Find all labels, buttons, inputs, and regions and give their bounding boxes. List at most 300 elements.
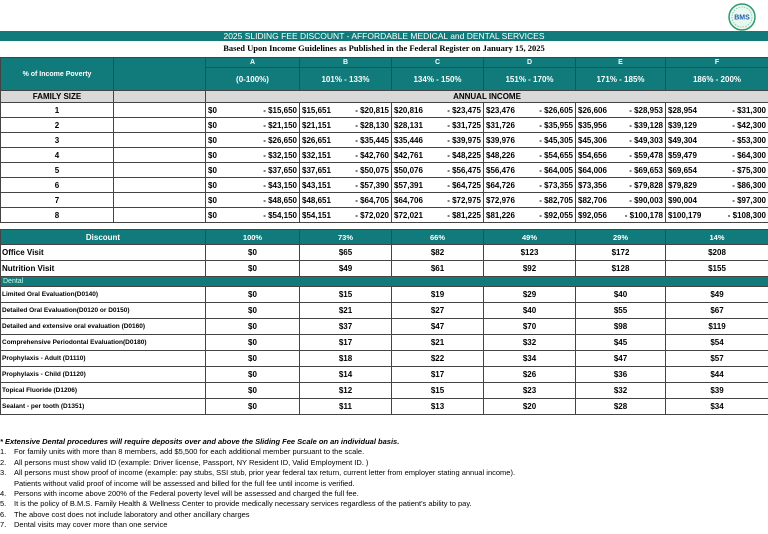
income-low: $100,179 [668,210,702,220]
service-price: $0 [206,319,300,335]
income-range [576,208,666,223]
discount-value: 73% [300,230,392,245]
income-range-pair [668,136,766,145]
income-high: - $50,075 [355,165,389,175]
service-price: $92 [484,261,576,277]
income-range-pair [578,151,663,160]
note-item [0,479,768,489]
income-high: - $15,650 [263,105,297,115]
income-range-pair [394,136,481,145]
header-letter-row [1,58,768,68]
family-size: 8 [1,208,114,223]
service-name: Prophylaxis - Adult (D1110) [1,351,206,367]
income-range-pair [208,121,297,130]
income-high: - $82,705 [539,195,573,205]
service-price: $15 [300,287,392,303]
income-high: - $42,760 [355,150,389,160]
income-range-pair [302,121,389,130]
income-high: - $26,605 [539,105,573,115]
income-range-pair [394,151,481,160]
income-range-pair [302,181,389,190]
note-text: Persons with income above 200% of the Federal poverty level will be assessed and charged the full fee. [14,489,359,499]
column-range: 186% - 200% [666,68,768,91]
income-range [576,178,666,193]
service-price: $128 [576,261,666,277]
service-price: $0 [206,261,300,277]
note-text: Patients without valid proof of income will be assessed and billed for the full fee until income is verified. [14,478,355,488]
income-low: $79,829 [668,180,697,190]
income-range [484,178,576,193]
service-price: $47 [392,319,484,335]
income-range-pair [208,211,297,220]
income-range [666,163,768,178]
income-high: - $39,975 [447,135,481,145]
income-range-pair [578,121,663,130]
income-low: $35,446 [394,135,423,145]
income-high: - $72,020 [355,210,389,220]
income-low: $64,726 [486,180,515,190]
note-text: All persons must show valid ID (example: Driver license, Passport, NY Resident ID, Valid Employment ID. ) [14,457,369,467]
income-range [392,208,484,223]
income-high: - $39,128 [629,120,663,130]
service-price: $57 [666,351,768,367]
income-low: $37,651 [302,165,331,175]
income-high: - $23,475 [447,105,481,115]
income-low: $0 [208,105,217,115]
service-price: $29 [484,287,576,303]
income-low: $69,654 [668,165,697,175]
service-price: $32 [484,335,576,351]
service-price: $49 [300,261,392,277]
discount-value: 14% [666,230,768,245]
note-item [0,447,768,457]
income-range [300,133,392,148]
service-name: Detailed Oral Evaluation(D0120 or D0150) [1,303,206,319]
income-range-pair [394,121,481,130]
service-price: $40 [576,287,666,303]
income-range [666,148,768,163]
income-range-pair [578,196,663,205]
note-text: The above cost does not include laboratory and other ancillary charges [14,509,250,519]
income-range-pair [486,151,573,160]
income-high: - $49,303 [629,135,663,145]
income-range [576,163,666,178]
income-high: - $72,975 [447,195,481,205]
income-low: $73,356 [578,180,607,190]
income-range-pair [394,196,481,205]
income-low: $64,706 [394,195,423,205]
dental-section-header [1,277,768,287]
income-range-pair [578,106,663,115]
income-low: $31,726 [486,120,515,130]
income-low: $0 [208,195,217,205]
income-range [392,148,484,163]
column-letter: E [576,58,666,68]
income-low: $72,976 [486,195,515,205]
service-price: $0 [206,383,300,399]
service-price: $17 [300,335,392,351]
income-range [206,208,300,223]
family-size: 5 [1,163,114,178]
service-price: $36 [576,367,666,383]
income-range [576,118,666,133]
service-price: $0 [206,399,300,415]
table-row [1,148,768,163]
income-range-pair [302,151,389,160]
table-row [1,118,768,133]
service-price: $40 [484,303,576,319]
income-high: - $100,178 [624,210,663,220]
column-letter: D [484,58,576,68]
income-high: - $64,725 [447,180,481,190]
income-range-pair [208,106,297,115]
income-high: - $54,150 [263,210,297,220]
income-range [392,133,484,148]
family-size: 1 [1,103,114,118]
income-high: - $81,225 [447,210,481,220]
service-price: $32 [576,383,666,399]
income-low: $0 [208,180,217,190]
service-price: $47 [576,351,666,367]
service-name: Nutrition Visit [1,261,206,277]
discount-value: 49% [484,230,576,245]
service-price: $49 [666,287,768,303]
service-price: $23 [484,383,576,399]
service-price: $70 [484,319,576,335]
service-price: $13 [392,399,484,415]
service-price: $82 [392,245,484,261]
note-text: All persons must show proof of income (example: pay stubs, SSI stub, prior year federal tax return, current letter from employer stating annual income). [14,468,516,478]
income-high: - $69,653 [629,165,663,175]
income-range [666,103,768,118]
income-range-pair [578,181,663,190]
income-high: - $54,655 [539,150,573,160]
blank-cell [114,91,206,103]
income-low: $28,954 [668,105,697,115]
discount-row [1,230,768,245]
income-low: $48,651 [302,195,331,205]
income-low: $26,606 [578,105,607,115]
family-size: 4 [1,148,114,163]
note-item [0,510,768,520]
income-range-pair [394,106,481,115]
service-price: $67 [666,303,768,319]
income-range [206,178,300,193]
service-price: $208 [666,245,768,261]
service-price: $0 [206,287,300,303]
column-letter: F [666,58,768,68]
discount-value: 66% [392,230,484,245]
income-range [484,193,576,208]
income-range-pair [578,211,663,220]
income-high: - $28,130 [355,120,389,130]
income-range-pair [302,106,389,115]
service-price: $20 [484,399,576,415]
service-row [1,383,768,399]
family-size: 6 [1,178,114,193]
income-low: $57,391 [394,180,423,190]
note-number [0,479,14,489]
note-item [0,489,768,499]
income-low: $48,226 [486,150,515,160]
income-range [576,133,666,148]
income-high: - $20,815 [355,105,389,115]
income-range-pair [394,211,481,220]
income-high: - $92,055 [539,210,573,220]
income-low: $21,151 [302,120,331,130]
service-price: $17 [392,367,484,383]
service-price: $15 [392,383,484,399]
income-low: $0 [208,135,217,145]
service-price: $123 [484,245,576,261]
discount-label: Discount [1,230,206,245]
income-low: $49,304 [668,135,697,145]
income-range-pair [486,181,573,190]
column-letter: B [300,58,392,68]
blank-cell [114,118,206,133]
income-low: $59,479 [668,150,697,160]
income-range-pair [486,196,573,205]
service-price: $44 [666,367,768,383]
income-range-pair [668,166,766,175]
income-low: $28,131 [394,120,423,130]
income-low: $0 [208,210,217,220]
income-range-pair [208,196,297,205]
service-name: Topical Fluoride (D1206) [1,383,206,399]
income-range [484,133,576,148]
income-low: $90,004 [668,195,697,205]
income-range [484,208,576,223]
income-high: - $90,003 [629,195,663,205]
document-title: 2025 SLIDING FEE DISCOUNT - AFFORDABLE MEDICAL and DENTAL SERVICES [0,31,768,41]
income-high: - $97,300 [732,195,766,205]
blank-cell [114,178,206,193]
service-name: Limited Oral Evaluation(D0140) [1,287,206,303]
note-number: 6. [0,509,7,519]
income-high: - $48,225 [447,150,481,160]
blank-cell [114,103,206,118]
income-low: $54,656 [578,150,607,160]
dental-deposit-note: * Extensive Dental procedures will require deposits over and above the Sliding Fee Scale on an individual basis. [0,437,400,446]
discount-value: 29% [576,230,666,245]
service-name: Sealant - per tooth (D1351) [1,399,206,415]
service-price: $119 [666,319,768,335]
service-name: Office Visit [1,245,206,261]
income-range [300,118,392,133]
service-price: $34 [484,351,576,367]
income-high: - $79,828 [629,180,663,190]
service-price: $18 [300,351,392,367]
column-range: 134% - 150% [392,68,484,91]
blank-cell [114,163,206,178]
column-range: (0-100%) [206,68,300,91]
income-high: - $53,300 [732,135,766,145]
income-range [666,133,768,148]
service-price: $22 [392,351,484,367]
note-number: 1. [0,447,7,457]
income-high: - $43,150 [263,180,297,190]
income-range [206,103,300,118]
service-price: $155 [666,261,768,277]
service-price: $34 [666,399,768,415]
income-range [576,103,666,118]
income-range [206,193,300,208]
service-row [1,261,768,277]
table-row [1,163,768,178]
income-high: - $56,475 [447,165,481,175]
bms-logo [725,2,759,32]
note-text: Dental visits may cover more than one service [14,520,168,530]
income-low: $0 [208,120,217,130]
sliding-fee-table [0,57,768,415]
income-low: $0 [208,150,217,160]
income-high: - $64,705 [355,195,389,205]
income-range [300,178,392,193]
income-range [666,208,768,223]
income-range [392,178,484,193]
note-number: 5. [0,499,7,509]
income-range [484,118,576,133]
income-high: - $32,150 [263,150,297,160]
service-price: $61 [392,261,484,277]
income-range-pair [208,166,297,175]
column-letter: C [392,58,484,68]
table-row [1,208,768,223]
service-price: $12 [300,383,392,399]
income-high: - $57,390 [355,180,389,190]
income-range [392,118,484,133]
income-low: $81,226 [486,210,515,220]
poverty-label: % of Income Poverty [1,58,114,91]
income-high: - $26,650 [263,135,297,145]
income-low: $20,816 [394,105,423,115]
service-price: $21 [392,335,484,351]
note-item [0,499,768,509]
income-low: $35,956 [578,120,607,130]
service-price: $0 [206,303,300,319]
income-range [666,193,768,208]
income-range-pair [394,181,481,190]
note-item [0,458,768,468]
income-high: - $48,650 [263,195,297,205]
discount-value: 100% [206,230,300,245]
service-price: $0 [206,351,300,367]
blank-cell [114,193,206,208]
income-range [300,208,392,223]
income-low: $64,006 [578,165,607,175]
income-range-pair [302,196,389,205]
service-row [1,351,768,367]
note-number: 2. [0,457,7,467]
dental-section-label: Dental [1,277,768,287]
service-name: Detailed and extensive oral evaluation (D0160) [1,319,206,335]
service-price: $0 [206,335,300,351]
service-price: $37 [300,319,392,335]
income-low: $92,056 [578,210,607,220]
income-high: - $64,005 [539,165,573,175]
income-high: - $64,300 [732,150,766,160]
note-number: 4. [0,489,7,499]
income-range [300,103,392,118]
income-range [300,148,392,163]
income-range-pair [578,136,663,145]
table-row [1,193,768,208]
service-price: $45 [576,335,666,351]
service-row [1,287,768,303]
family-size: 7 [1,193,114,208]
income-range-pair [208,136,297,145]
income-range [392,193,484,208]
family-size: 2 [1,118,114,133]
income-high: - $45,305 [539,135,573,145]
income-range-pair [668,181,766,190]
income-high: - $21,150 [263,120,297,130]
table-row [1,178,768,193]
document-subtitle: Based Upon Income Guidelines as Published in the Federal Register on January 15, 2025 [223,43,545,53]
service-price: $54 [666,335,768,351]
income-range [206,118,300,133]
service-price: $26 [484,367,576,383]
service-price: $65 [300,245,392,261]
service-row [1,367,768,383]
service-row [1,303,768,319]
income-range-pair [668,106,766,115]
blank-cell [114,133,206,148]
service-price: $98 [576,319,666,335]
service-row [1,335,768,351]
income-high: - $35,955 [539,120,573,130]
income-range-pair [302,211,389,220]
family-size-label: FAMILY SIZE [1,91,114,103]
income-range-pair [394,166,481,175]
income-high: - $28,953 [629,105,663,115]
note-item [0,468,768,478]
service-row [1,399,768,415]
column-letter: A [206,58,300,68]
note-text: For family units with more than 8 members, add $5,500 for each additional member pursuant to the scale. [14,447,365,457]
income-low: $43,151 [302,180,331,190]
service-price: $14 [300,367,392,383]
note-item [0,520,768,530]
income-range-pair [668,211,766,220]
blank-cell [114,208,206,223]
service-price: $55 [576,303,666,319]
family-size-row [1,91,768,103]
income-range-pair [302,136,389,145]
footnotes [0,437,768,531]
income-range [666,178,768,193]
column-range: 171% - 185% [576,68,666,91]
income-range [300,193,392,208]
service-row [1,245,768,261]
service-price: $172 [576,245,666,261]
income-high: - $73,355 [539,180,573,190]
income-range-pair [486,121,573,130]
income-range [206,163,300,178]
income-range [576,193,666,208]
income-range [206,133,300,148]
service-price: $28 [576,399,666,415]
income-range [300,163,392,178]
spacer-row [1,223,768,230]
service-row [1,319,768,335]
income-range-pair [208,151,297,160]
income-low: $45,306 [578,135,607,145]
income-low: $32,151 [302,150,331,160]
income-range-pair [486,211,573,220]
income-low: $23,476 [486,105,515,115]
income-range [392,103,484,118]
